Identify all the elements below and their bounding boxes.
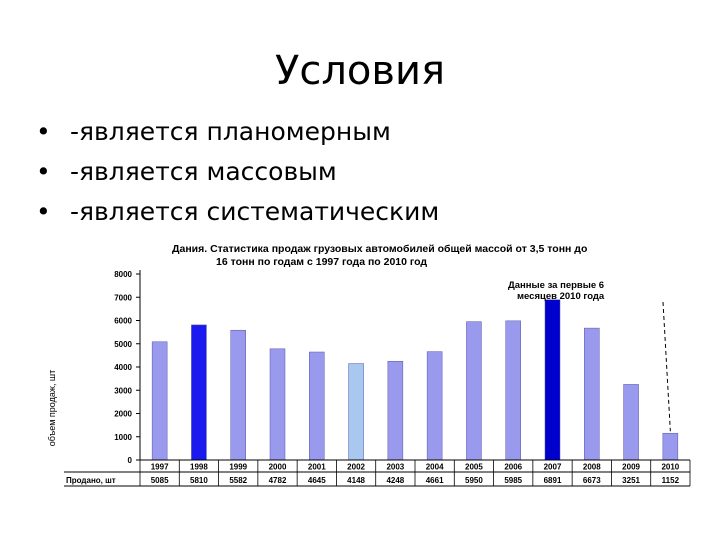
bullet-list <box>36 112 439 232</box>
table-cell: 4661 <box>425 476 444 485</box>
y-axis <box>114 270 140 465</box>
table-cell: 6673 <box>582 476 601 485</box>
bar <box>309 352 324 460</box>
bar <box>191 325 206 460</box>
x-tick-label: 2001 <box>307 462 326 472</box>
y-tick-label: 0 <box>127 456 132 465</box>
table-cell: 5085 <box>150 476 169 485</box>
bar <box>545 300 560 460</box>
annotation-line-1: Данные за первые 6 <box>508 280 605 291</box>
table-cell: 6891 <box>543 476 562 485</box>
y-tick-label: 5000 <box>114 339 132 349</box>
table-cell: 1152 <box>661 476 680 485</box>
bullet-text: -является массовым <box>70 157 337 186</box>
bar <box>466 322 481 460</box>
chart-title-line-2: 16 тонн по годам с 1997 года по 2010 год <box>216 256 428 268</box>
bullet-text: -является систематическим <box>70 197 440 226</box>
bar <box>349 364 364 460</box>
bullet-item <box>36 112 439 152</box>
table-cell: 5950 <box>465 476 483 485</box>
x-tick-label: 2000 <box>268 462 287 472</box>
slide-title: Условия <box>274 48 446 94</box>
sales-chart-container <box>40 238 700 490</box>
bar <box>231 330 246 460</box>
data-table <box>64 460 690 486</box>
bullet-dot: • <box>36 117 51 146</box>
bar <box>584 328 599 460</box>
x-tick-label: 1999 <box>229 462 248 472</box>
table-row-label: Продано, шт <box>66 476 116 485</box>
x-tick-label: 2006 <box>504 462 523 472</box>
y-tick-label: 7000 <box>114 293 132 303</box>
x-tick-label: 1997 <box>150 462 169 472</box>
bar <box>663 433 678 460</box>
x-tick-label: 2003 <box>386 462 405 472</box>
x-tick-label: 1998 <box>190 462 208 472</box>
bullet-item <box>36 152 439 192</box>
table-cell: 4148 <box>347 476 365 485</box>
bar <box>506 321 521 460</box>
x-tick-label: 2005 <box>465 462 483 472</box>
table-cell: 4248 <box>386 476 405 485</box>
bar <box>270 349 285 460</box>
bullet-dot: • <box>36 157 51 186</box>
table-cell: 4645 <box>307 476 326 485</box>
sales-bar-chart <box>40 238 700 490</box>
y-tick-label: 2000 <box>114 409 132 419</box>
y-tick-label: 8000 <box>114 270 132 279</box>
x-tick-label: 2002 <box>347 462 365 472</box>
bar <box>152 342 167 460</box>
x-tick-label: 2004 <box>425 462 444 472</box>
bar <box>388 361 403 460</box>
table-cell: 5810 <box>190 476 208 485</box>
table-cell: 5582 <box>229 476 248 485</box>
y-axis-label: объем продаж, шт <box>47 369 57 447</box>
x-tick-label: 2008 <box>582 462 601 472</box>
table-cell: 3251 <box>622 476 640 485</box>
x-tick-label: 2009 <box>622 462 640 472</box>
y-tick-label: 1000 <box>114 432 132 442</box>
bars <box>152 300 678 460</box>
bar <box>624 384 639 460</box>
bullet-dot: • <box>36 197 51 226</box>
table-cell: 5985 <box>504 476 523 485</box>
x-tick-label: 2007 <box>543 462 562 472</box>
table-cell: 4782 <box>268 476 287 485</box>
bullet-item <box>36 192 439 232</box>
y-tick-label: 3000 <box>114 386 132 396</box>
y-tick-label: 4000 <box>114 363 132 372</box>
annotation-pointer-line <box>663 302 670 431</box>
bar <box>427 352 442 460</box>
annotation-line-2: месяцев 2010 года <box>517 291 605 302</box>
y-tick-label: 6000 <box>114 316 132 326</box>
bullet-text: -является планомерным <box>70 117 391 146</box>
chart-title-line-1: Дания. Статистика продаж грузовых автомобилей общей массой от 3,5 тонн до <box>172 243 588 255</box>
x-tick-label: 2010 <box>661 462 680 472</box>
